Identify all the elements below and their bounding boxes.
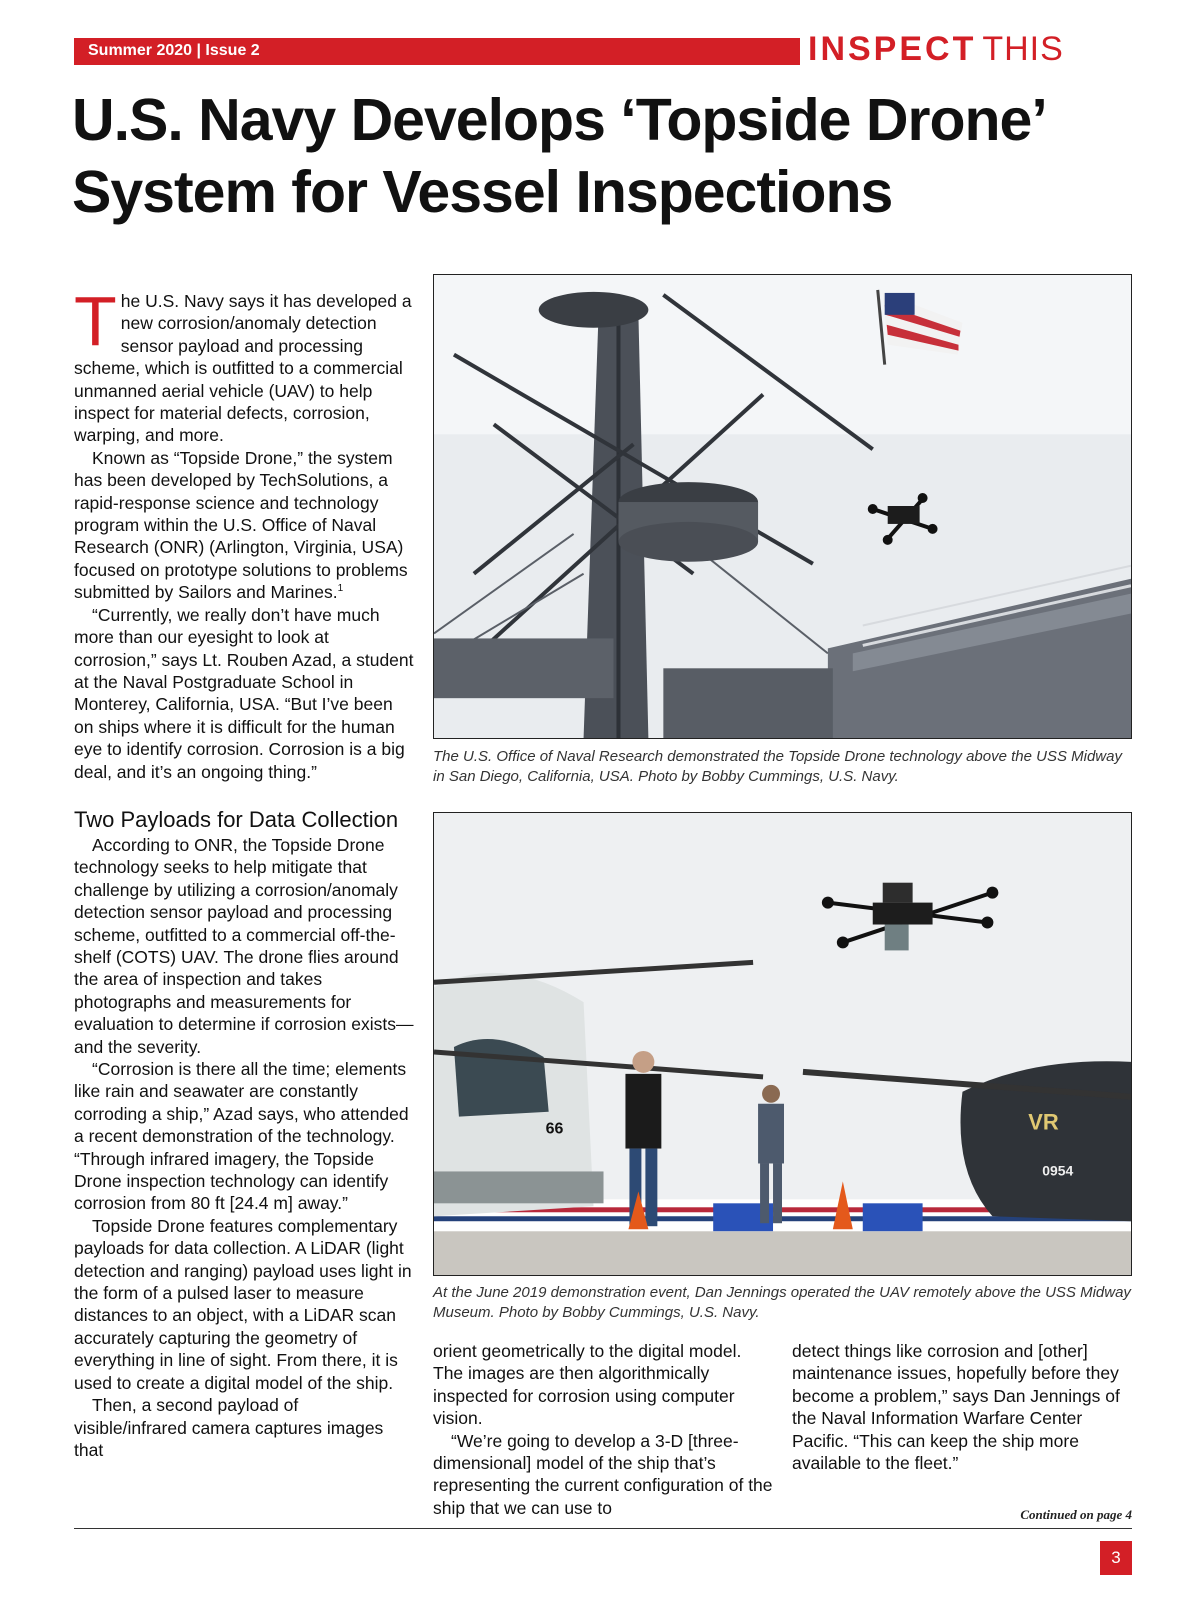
demo-event-illustration: [434, 813, 1131, 1275]
paragraph: According to ONR, the Topside Drone technology seeks to help mitigate that challenge by utilizing a corrosion/anomaly detection sensor payload and processing scheme, outfitted to a commercial off-the-shelf (COTS) UAV. The drone flies around the area of inspection and takes photographs and measurements for evaluation to determine if corrosion exists—and the severity.: [74, 834, 414, 1057]
paragraph: “Currently, we really don’t have much more than our eyesight to look at corrosion,” says Lt. Rouben Azad, a student at the Naval Postgraduate School in Monterey, California, USA. “But I’ve been on ships where it is difficult for the human eye to identify corrosion. Corrosion is a big deal, and it’s an ongoing thing.”: [74, 604, 414, 782]
page-number: 3: [1100, 1541, 1132, 1575]
footer-divider: [74, 1528, 1132, 1529]
issue-label: Summer 2020 | Issue 2: [88, 42, 260, 59]
headline-line-1: U.S. Navy Develops ‘Topside Drone’: [72, 87, 1047, 153]
paragraph-intro: [74, 282, 414, 447]
paragraph: Topside Drone features complementary payloads for data collection. A LiDAR (light detection and ranging) payload uses light in the form of a pulsed laser to measure distances to an object, with a LiDAR scan accurately capturing the geometry of everything in line of sight. From there, it is used to create a digital model of the ship.: [74, 1215, 412, 1393]
paragraph: “Corrosion is there all the time; elements like rain and seawater are constantly corroding a ship,” Azad says, who attended a recent demonstration of the technology. “Through infrared imagery, the Topside Drone inspection technology can identify corrosion from 80 ft [24.4 m] away.”: [74, 1059, 409, 1214]
paragraph: “We’re going to develop a 3-D [three-dimensional] model of the ship that’s representing the current configuration of the ship that we can use to: [433, 1430, 773, 1518]
photo-demo-helicopters: [433, 812, 1132, 1276]
article-column-left: [74, 282, 414, 1461]
section-subhead: Two Payloads for Data Collection: [74, 806, 399, 832]
publication-logo: [808, 30, 1138, 74]
paragraph: Then, a second payload of visible/infrared camera captures images that: [74, 1395, 384, 1460]
mast-drone-illustration: [434, 275, 1131, 738]
article-column-middle: [433, 1340, 773, 1519]
helicopter-left-number: 66: [545, 1120, 564, 1138]
paragraph: [74, 447, 414, 604]
headline-line-2: System for Vessel Inspections: [72, 159, 893, 225]
paragraph: detect things like corrosion and [other] maintenance issues, hopefully before they become a problem,” says Dan Jennings of the Naval Information Warfare Center Pacific. “This can keep the ship more available to the fleet.”: [792, 1341, 1120, 1474]
footnote-marker: 1: [337, 583, 344, 595]
photo-mast-drone: [433, 274, 1132, 739]
logo-inspect: INSPECT: [808, 30, 977, 68]
article-column-right: [792, 1340, 1132, 1527]
helicopter-right-logo: VR: [1028, 1109, 1059, 1135]
helicopter-right-number: 0954: [1042, 1162, 1074, 1179]
paragraph: orient geometrically to the digital model. The images are then algorithmically inspected for corrosion using computer vision.: [433, 1341, 742, 1429]
paragraph-text: Known as “Topside Drone,” the system has been developed by TechSolutions, a rapid-response science and technology program within the U.S. Office of Naval Research (ONR) (Arlington, Virginia, USA) focused on prototype solutions to problems submitted by Sailors and Marines.: [74, 447, 408, 603]
issue-banner: [74, 38, 800, 65]
article-headline: [72, 84, 1132, 228]
photo-caption-bottom: At the June 2019 demonstration event, Dan Jennings operated the UAV remotely above the USS Midway Museum. Photo by Bobby Cummings, U.S. Navy.: [433, 1284, 1131, 1321]
continued-link[interactable]: Continued on page 4: [1020, 1507, 1132, 1523]
intro-text: he U.S. Navy says it has developed a new corrosion/anomaly detection sensor payload and processing scheme, which is outfitted to a commercial unmanned aerial vehicle (UAV) to help inspect for material defects, corrosion, warping, and more.: [74, 291, 412, 446]
drop-cap: T: [74, 282, 117, 360]
photo-caption-top: The U.S. Office of Naval Research demonstrated the Topside Drone technology above the USS Midway in San Diego, California, USA. Photo by Bobby Cummings, U.S. Navy.: [433, 748, 1122, 785]
logo-this: THIS: [982, 30, 1064, 68]
